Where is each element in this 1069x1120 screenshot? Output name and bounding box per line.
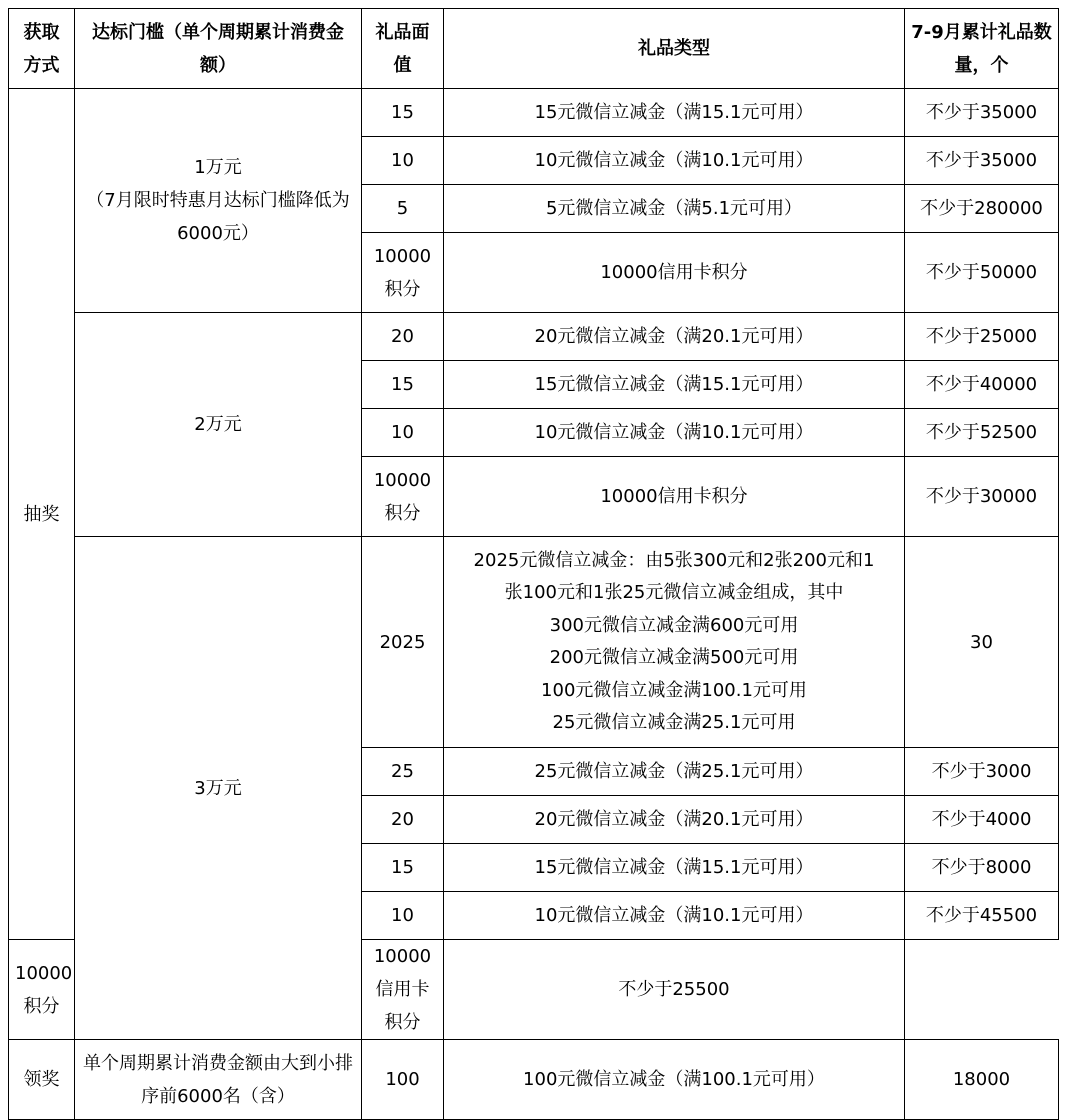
header-method: 获取方式	[9, 9, 75, 89]
gift-type-combo	[444, 537, 905, 748]
gift-type: 25元微信立减金（满25.1元可用）	[444, 748, 905, 796]
quantity: 不少于280000	[905, 185, 1059, 233]
face-value: 25	[362, 748, 444, 796]
combo-line: 100元微信立减金满100.1元可用	[541, 679, 807, 701]
header-face-value: 礼品面值	[362, 9, 444, 89]
table-row	[9, 537, 1059, 748]
face-value: 5	[362, 185, 444, 233]
gift-type: 15元微信立减金（满15.1元可用）	[444, 361, 905, 409]
threshold-30k: 3万元	[75, 537, 362, 1040]
quantity: 不少于30000	[905, 457, 1059, 537]
table-row	[9, 313, 1059, 361]
face-value: 15	[362, 844, 444, 892]
header-gift-type: 礼品类型	[444, 9, 905, 89]
method-draw: 抽奖	[9, 89, 75, 940]
gift-type: 100元微信立减金（满100.1元可用）	[444, 1040, 905, 1120]
face-value: 10	[362, 409, 444, 457]
gift-type: 15元微信立减金（满15.1元可用）	[444, 89, 905, 137]
face-value: 15	[362, 361, 444, 409]
table-row	[9, 89, 1059, 137]
gift-type: 10元微信立减金（满10.1元可用）	[444, 892, 905, 940]
quantity: 不少于45500	[905, 892, 1059, 940]
prize-table	[8, 8, 1059, 1120]
quantity: 不少于4000	[905, 796, 1059, 844]
face-value: 10000积分	[362, 233, 444, 313]
quantity: 不少于3000	[905, 748, 1059, 796]
face-value: 10000积分	[362, 457, 444, 537]
face-value: 100	[362, 1040, 444, 1120]
header-quantity: 7-9月累计礼品数量，个	[905, 9, 1059, 89]
combo-line: 2025元微信立减金：由5张300元和2张200元和1	[473, 549, 875, 571]
gift-type: 15元微信立减金（满15.1元可用）	[444, 844, 905, 892]
gift-type: 20元微信立减金（满20.1元可用）	[444, 796, 905, 844]
quantity: 不少于35000	[905, 137, 1059, 185]
face-value: 10	[362, 137, 444, 185]
quantity: 18000	[905, 1040, 1059, 1120]
quantity: 30	[905, 537, 1059, 748]
quantity: 不少于8000	[905, 844, 1059, 892]
face-value: 20	[362, 796, 444, 844]
combo-line: 300元微信立减金满600元可用	[549, 614, 799, 636]
quantity: 不少于25500	[444, 940, 905, 1040]
threshold-claim: 单个周期累计消费金额由大到小排序前6000名（含）	[75, 1040, 362, 1120]
face-value: 2025	[362, 537, 444, 748]
gift-type: 5元微信立减金（满5.1元可用）	[444, 185, 905, 233]
face-value: 20	[362, 313, 444, 361]
gift-type: 10000信用卡积分	[362, 940, 444, 1040]
gift-type: 10000信用卡积分	[444, 233, 905, 313]
combo-line: 张100元和1张25元微信立减金组成，其中	[504, 582, 844, 603]
gift-type: 20元微信立减金（满20.1元可用）	[444, 313, 905, 361]
table-row	[9, 1040, 1059, 1120]
combo-line: 25元微信立减金满25.1元可用	[552, 712, 796, 733]
face-value: 15	[362, 89, 444, 137]
quantity: 不少于50000	[905, 233, 1059, 313]
face-value: 10000积分	[9, 940, 75, 1040]
threshold-20k: 2万元	[75, 313, 362, 537]
quantity: 不少于35000	[905, 89, 1059, 137]
method-claim: 领奖	[9, 1040, 75, 1120]
header-row	[9, 9, 1059, 89]
combo-line: 200元微信立减金满500元可用	[549, 647, 799, 668]
gift-type: 10000信用卡积分	[444, 457, 905, 537]
quantity: 不少于25000	[905, 313, 1059, 361]
gift-type: 10元微信立减金（满10.1元可用）	[444, 409, 905, 457]
face-value: 10	[362, 892, 444, 940]
threshold-10k	[75, 89, 362, 313]
quantity: 不少于40000	[905, 361, 1059, 409]
header-threshold: 达标门槛（单个周期累计消费金额）	[75, 9, 362, 89]
gift-type: 10元微信立减金（满10.1元可用）	[444, 137, 905, 185]
threshold-10k-amount: 1万元	[194, 157, 242, 178]
quantity: 不少于52500	[905, 409, 1059, 457]
threshold-10k-note: （7月限时特惠月达标门槛降低为6000元）	[86, 190, 350, 244]
